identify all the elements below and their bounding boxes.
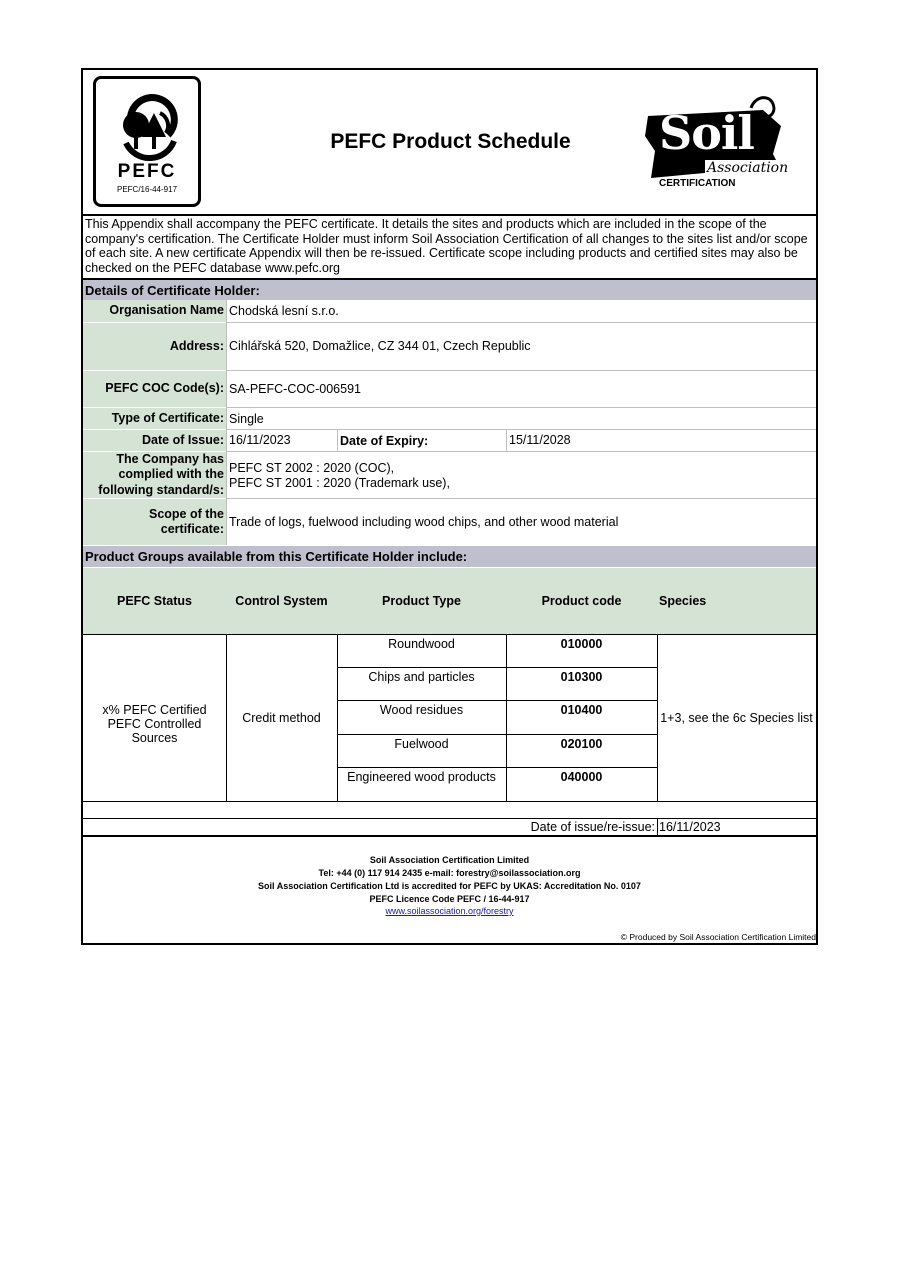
pefc-status-line-2: PEFC Controlled Sources: [107, 717, 202, 745]
product-code-cell: 010400: [560, 703, 603, 717]
soil-association-logo: [643, 96, 788, 191]
col-product-type: Product Type: [382, 594, 461, 608]
page-title: PEFC Product Schedule: [330, 130, 571, 153]
footer-accreditation: Soil Association Certification Ltd is accredited for PEFC by UKAS: Accreditation No. 0107: [258, 881, 641, 891]
col-control-system: Control System: [235, 594, 328, 608]
species-cell: 1+3, see the 6c Species list: [660, 711, 813, 725]
footer-licence: PEFC Licence Code PEFC / 16-44-917: [369, 894, 530, 904]
type-value: Single: [229, 412, 264, 426]
product-type-cell: Fuelwood: [394, 737, 449, 751]
standard-1: PEFC ST 2002 : 2020 (COC),: [229, 461, 395, 475]
soil-logo-sub: Association: [707, 160, 789, 176]
soil-logo-cert: CERTIFICATION: [659, 178, 736, 189]
product-code-cell: 040000: [560, 770, 603, 784]
address-value: Cihlářská 520, Domažlice, CZ 344 01, Czech Republic: [229, 339, 531, 353]
pefc-logo-code: PEFC/16-44-917: [116, 185, 178, 194]
product-code-cell: 010000: [560, 637, 603, 651]
products-table: [83, 568, 816, 804]
col-pefc-status: PEFC Status: [116, 594, 192, 608]
issue-label: Date of Issue:: [83, 430, 226, 451]
standards-label-line-1: The Company has: [116, 451, 224, 466]
col-product-code: Product code: [541, 594, 622, 608]
products-section-title: Product Groups available from this Certificate Holder include:: [83, 546, 816, 567]
pefc-logo: [93, 76, 201, 207]
footer-contact: Tel: +44 (0) 117 914 2435 e-mail: forestry@soilassociation.org: [318, 868, 581, 878]
scope-value: Trade of logs, fuelwood including wood chips, and other wood material: [229, 515, 619, 529]
pefc-tree-icon: [96, 83, 198, 163]
product-type-cell: Roundwood: [388, 637, 455, 651]
holder-section-title: Details of Certificate Holder:: [83, 280, 816, 300]
coc-value: SA-PEFC-COC-006591: [229, 382, 361, 396]
control-system-cell: Credit method: [242, 711, 321, 725]
pefc-status-line-1: x% PEFC Certified: [102, 703, 207, 717]
product-type-cell: Engineered wood products: [347, 770, 496, 784]
product-code-cell: 020100: [560, 737, 603, 751]
type-label: Type of Certificate:: [83, 408, 226, 429]
pefc-logo-text: PEFC: [117, 161, 177, 182]
address-label: Address:: [83, 323, 226, 370]
standards-label: [83, 452, 226, 498]
footer-company: Soil Association Certification Limited: [369, 855, 530, 865]
issue-value: 16/11/2023: [229, 433, 291, 447]
expiry-label: Date of Expiry:: [340, 434, 429, 448]
soil-logo-text: Soil: [659, 106, 754, 160]
standard-2: PEFC ST 2001 : 2020 (Trademark use),: [229, 476, 450, 490]
expiry-value: 15/11/2028: [509, 433, 571, 447]
footer-website-link[interactable]: www.soilassociation.org/forestry: [385, 906, 514, 916]
coc-label: PEFC COC Code(s):: [83, 371, 226, 407]
reissue-label: Date of issue/re-issue:: [530, 820, 655, 834]
scope-label: Scope of the certificate:: [83, 499, 226, 545]
products-header-row: [83, 568, 816, 634]
col-species: Species: [659, 594, 707, 608]
organisation-label: Organisation Name: [83, 300, 226, 322]
product-code-cell: 010300: [560, 670, 603, 684]
reissue-value: 16/11/2023: [659, 820, 721, 834]
organisation-value: Chodská lesní s.r.o.: [229, 304, 339, 318]
product-type-cell: Wood residues: [379, 703, 464, 717]
pefc-product-schedule-document: [81, 68, 818, 945]
product-type-cell: Chips and particles: [368, 670, 475, 684]
intro-paragraph: This Appendix shall accompany the PEFC certificate. It details the sites and products which are included in the scope of the company's certification. The Certificate Holder must inform Soil Association Certification of all changes to the sites list and/or scope of each site. A new certificate Appendix will then be re-issued. Certificate scope including products and certified sites may also be checked on the PEFC database www.pefc.org: [85, 217, 808, 275]
standards-label-line-2: complied with the: [118, 467, 224, 482]
standards-label-line-3: following standard/s:: [98, 482, 224, 497]
produced-by-text: © Produced by Soil Association Certification Limited: [620, 932, 816, 942]
pefc-status-cell: [83, 703, 226, 745]
